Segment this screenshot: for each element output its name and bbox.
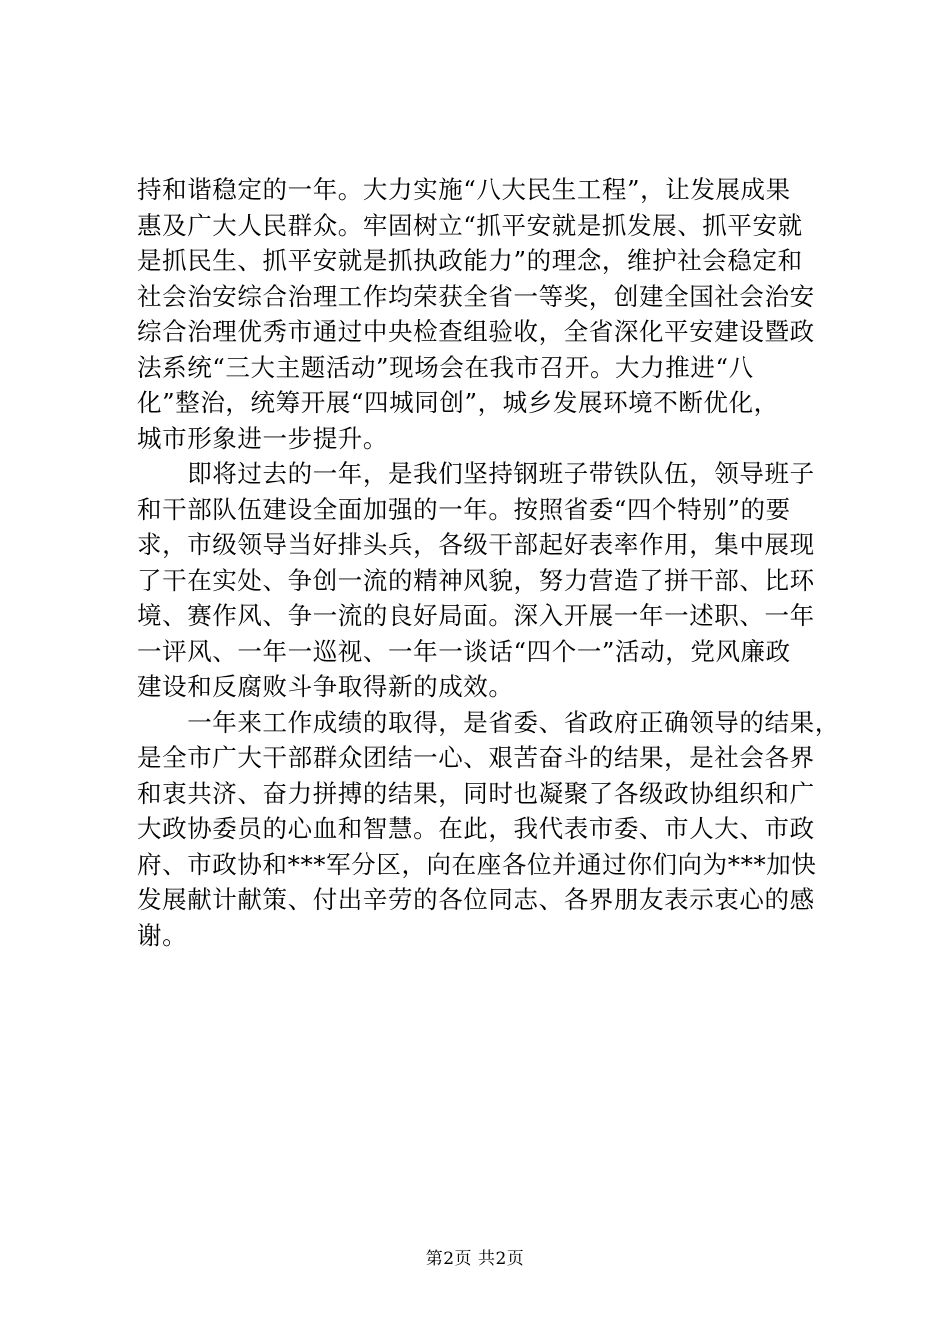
body-text — [137, 172, 840, 953]
text-line: 发展献计献策、付出辛劳的各位同志、各界朋友表示衷心的感 — [137, 885, 815, 914]
text-line: 一评风、一年一巡视、一年一谈话“四个一”活动，党风廉政 — [137, 636, 791, 666]
page-footer — [0, 1249, 950, 1269]
text-line: 化”整治，统筹开展“四城同创”，城乡发展环境不断优化， — [137, 388, 779, 417]
text-line: 和衷共济、奋力拼搏的结果，同时也凝聚了各级政协组织和广 — [137, 778, 815, 808]
text-line: 了干在实处、争创一流的精神风貌，努力营造了拼干部、比环 — [137, 565, 815, 595]
text-line: 社会治安综合治理工作均荣获全省一等奖，创建全国社会治安 — [137, 281, 815, 311]
text-line: 一年来工作成绩的取得，是省委、省政府正确领导的结果， — [137, 707, 840, 737]
text-line: 即将过去的一年，是我们坚持钢班子带铁队伍，领导班子 — [137, 459, 815, 488]
text-line: 大政协委员的心血和智慧。在此，我代表市委、市人大、市政 — [137, 814, 815, 843]
text-line: 综合治理优秀市通过中央检查组验收，全省深化平安建设暨政 — [137, 317, 815, 346]
text-line: 谢。 — [137, 920, 188, 950]
text-line: 求，市级领导当好排头兵，各级干部起好表率作用，集中展现 — [137, 530, 815, 559]
text-line: 府、市政协和***军分区，向在座各位并通过你们向为***加快 — [137, 849, 817, 879]
text-line: 城市形象进一步提升。 — [137, 423, 388, 453]
text-line: 是抓民生、抓平安就是抓执政能力”的理念，维护社会稳定和 — [137, 246, 803, 275]
text-line: 建设和反腐败斗争取得新的成效。 — [137, 672, 514, 701]
text-line: 境、赛作风、争一流的良好局面。深入开展一年一述职、一年 — [137, 601, 815, 630]
text-line: 和干部队伍建设全面加强的一年。按照省委“四个特别”的要 — [137, 494, 791, 524]
page-number: 第2页 共2页 — [425, 1249, 525, 1269]
text-line: 持和谐稳定的一年。大力实施“八大民生工程”，让发展成果 — [137, 175, 791, 204]
text-line: 法系统“三大主题活动”现场会在我市召开。大力推进“八 — [137, 352, 754, 382]
text-line: 是全市广大干部群众团结一心、艰苦奋斗的结果，是社会各界 — [137, 743, 815, 772]
text-line: 惠及广大人民群众。牢固树立“抓平安就是抓发展、抓平安就 — [137, 210, 803, 240]
